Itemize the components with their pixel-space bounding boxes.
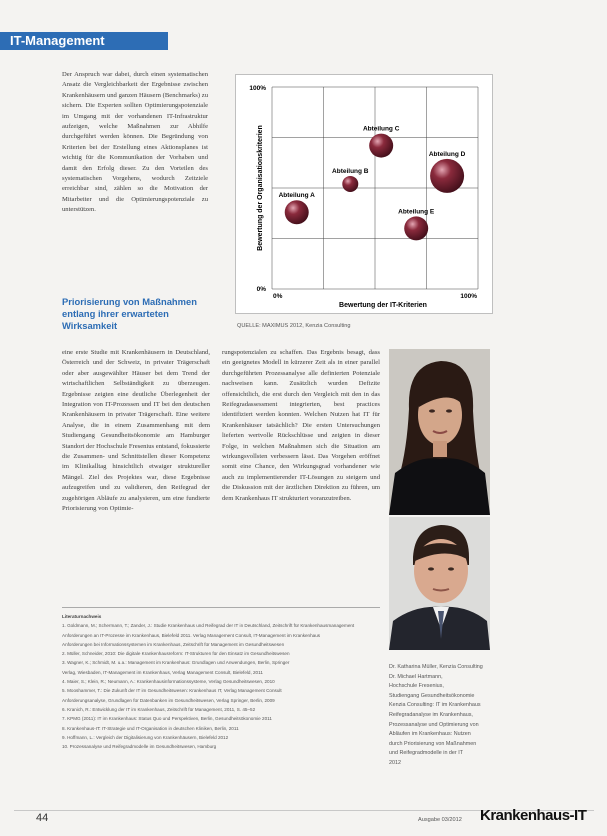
bubble-label: Abteilung C (362, 125, 400, 133)
bubble-label: Abteilung E (398, 208, 435, 216)
bubble-point (342, 176, 358, 192)
x-tick-label: 0% (273, 293, 283, 300)
reference-item: 8. Krankenhaus-IT: IT-Strategie und IT-Organisation in deutschen Kliniken, Berlin, 2011 (62, 725, 239, 731)
y-tick-label: 0% (256, 286, 266, 293)
subheading: Priorisierung von Maßnahmen entlang ihrer erwarteten Wirksamkeit (62, 296, 197, 331)
references-title: Literaturnachweis (62, 614, 102, 619)
caption-line: und Reifegradmodelle in der IT (389, 750, 464, 757)
y-axis-label: Bewertung der Organisationskriterien (257, 125, 264, 251)
bubble-label: Abteilung B (332, 167, 369, 175)
bubble-label: Abteilung D (428, 150, 466, 158)
caption-line: Studiengang Gesundheitsökonomie (389, 692, 475, 699)
issue-label: Ausgabe 03/2012 (418, 817, 462, 823)
reference-item: Anforderungsanalyse, Grundlagen für Datenbanken im Gesundheitswesen, Verlag Springer, Berlin, 2009 (62, 697, 275, 703)
bubble-chart (235, 74, 493, 314)
caption-line: Abläufen im Krankenhaus: Nutzen (389, 731, 471, 738)
x-tick-label: 100% (460, 293, 477, 300)
references-divider (62, 607, 380, 608)
reference-item: Anforderungen an IT-Prozesse im Krankenhaus, Bielefeld 2011. Verlag Management Consult, IT-Management im Krankenhaus (62, 632, 321, 638)
caption-line: Dr. Michael Hartmann, (389, 673, 443, 680)
references (62, 612, 382, 751)
y-tick-label: 100% (249, 85, 266, 92)
body-column-1: eine erste Studie mit Krankenhäusern in Deutschland, Österreich und der Schweiz, in privater Trägerschaft oder aber ausgewählter Häuser bei dem Trend der wirtschaftlichen Selbständigkeit zu überzeugen. Ergebnisse zeigten eine deutliche Überlegenheit der Integration von IT-Prozessen und IT bei den deutschen Krankenhäusern in privater Trägerschaft. Eine weitere Analyse, die in einem Zusammenhang mit dem Studiengang Gesundheitsökonomie am Hamburger Standort der Hochschule Fresenius entstand, fokussierte die Zusammen- und Schnittstellen dieser Kompetenz im Klinikalltag hinsichtlich etwaiger struktureller Mängel. Ziel des Projektes war, diese Ergebnisse aufzugreifen und zu validieren, den Reifegrad der zugehörigen Abläufe zu analysieren, um eine fundierte Priorisierung von Optimie- (62, 349, 210, 513)
portrait-woman-image (389, 349, 490, 515)
section-header (0, 32, 168, 50)
reference-item: 5. Mooshammer, T.: Die Zukunft der IT im Gesundheitswesen: Krankenhaus IT, Verlag Management Consult (62, 688, 282, 694)
reference-item: Verlag, Wiesbaden, IT-Management im Krankenhaus, Verlag Management Consult, Bielefeld, 2011 (62, 669, 263, 675)
bubble-point (369, 134, 393, 158)
x-axis-label: Bewertung der IT-Kriterien (339, 302, 427, 309)
chart-source: QUELLE: MAXIMUS 2012, Kenzia Consulting (237, 323, 351, 329)
caption-line: durch Priorisierung von Maßnahmen (389, 740, 477, 747)
bubble-point (404, 216, 428, 240)
intro-paragraph: Der Anspruch war dabei, durch einen systematischen Ansatz die Vergleichbarkeit der Ergebnisse zwischen Krankenhäusern und ganzen Häusern (Benchmarks) zu sichern. Die Experten sollten Optimierungspotenziale im Umgang mit der vorhandenen IT-Infrastruktur aufzeigen, welche Maßnahmen zur Abhilfe durchgeführt werden können. Die Begründung von Kriterien bei der Erstellung eines Aktionsplanes ist wichtig für die Kommunikation der Vorhaben und damit den Erfolg dieser. Zu den Vorteilen des systematischen Vorgehens, wodurch Zeitziele erreichbar sind, zählen so die Motivation der Mitarbeiter und die Optimierungspotenziale zu unterstützen. (62, 71, 208, 214)
bubble-point (285, 200, 309, 224)
author-photo-man (389, 517, 490, 650)
magazine-logo: Krankenhaus-IT (480, 807, 587, 824)
portrait-man-image (389, 517, 490, 650)
caption-line: 2012 (389, 759, 401, 766)
reference-item: 10. Prozessanalyse und Reifegradmodelle im Gesundheitswesen, Hamburg (62, 744, 217, 750)
photo-caption (389, 663, 497, 769)
reference-item: 1. Goldmann, M.; Schermann, T.; Zander, J.: Studie Krankenhaus und Reifegrad der IT in Deutschland, Zeitschrift für Krankenhausmanagement (62, 623, 355, 629)
reference-item: 7. KPMG (2011): IT im Krankenhaus: Status Quo und Perspektiven, Berlin, Gesundheitsökonomie 2011 (62, 716, 272, 722)
caption-line: Dr. Katharina Müller, Kenzia Consulting (389, 664, 483, 670)
chart-svg (236, 75, 492, 313)
reference-item: 4. Maier, S.; Klein, R.; Neumann, A.: Krankenhausinformationssysteme, Verlag Gesundheitswesen, 2010 (62, 679, 275, 685)
caption-line: Hochschule Fresenius, (389, 683, 444, 690)
reference-item: 3. Wagner, K.; Schmidt, M. u.a.: Management im Krankenhaus: Grundlagen und Anwendungen, Berlin, Springer (62, 660, 290, 666)
reference-item: Anforderungen bei Informationssystemen im Krankenhaus, Zeitschrift für Management im Gesundheitswesen (62, 641, 285, 647)
body-column-2: rungspotenzialen zu schaffen. Das Ergebnis besagt, dass ein geeignetes Modell in kürzerer Zeit als in einer parallel durchgeführten Prozessanalyse alle definierten Potenziale nachweisen kann. Zusätzlich wurden Defizite offensichtlich, die erst durch den Vergleich mit den in das Reifegradassessment integrierten, best practices identifiziert werden konnten. Welchen Nutzen hat IT für Krankenhäuser tatsächlich? Die ersten Untersuchungen lieferten wertvolle Rückschlüsse und zeigten in dieser Folge, in welchen Maßnahmen sich die Situation am wirkungsvollsten verbessern lässt. Das Vorgehen eröffnet somit eine Chance, den Wirkungsgrad vorhandener wie auch zu implementierender IT-Lösungen zu steigern und die Diskussion mit der ärztlichen Direktion zu führen, um dem Krankenhaus IT strukturiert voranzutreiben. (222, 349, 380, 502)
author-photo-woman (389, 349, 490, 515)
bubble-label: Abteilung A (278, 192, 315, 200)
bubble-point (430, 159, 464, 193)
caption-line: Kenzia Consulting: IT im Krankenhaus (389, 702, 481, 709)
reference-item: 9. Hoffmann, L.: Vergleich der Digitalisierung von Krankenhäusern, Bielefeld 2012 (62, 734, 229, 740)
page-number: 44 (36, 812, 49, 824)
section-title: IT-Management (10, 33, 105, 48)
reference-item: 6. Kranich, R.: Entwicklung der IT im Krankenhaus, Zeitschrift für Management, 2011, S. 45–52 (62, 706, 256, 712)
reference-item: 2. Müller, Schneider, 2010: Die digitale Krankenhausreform: IT-Strukturen für den Einsatz im Gesundheitswesen (62, 651, 290, 657)
caption-line: Reifegradanalyse im Krankenhaus, (389, 711, 473, 718)
caption-line: Prozessanalyse und Optimierung von (389, 721, 479, 728)
